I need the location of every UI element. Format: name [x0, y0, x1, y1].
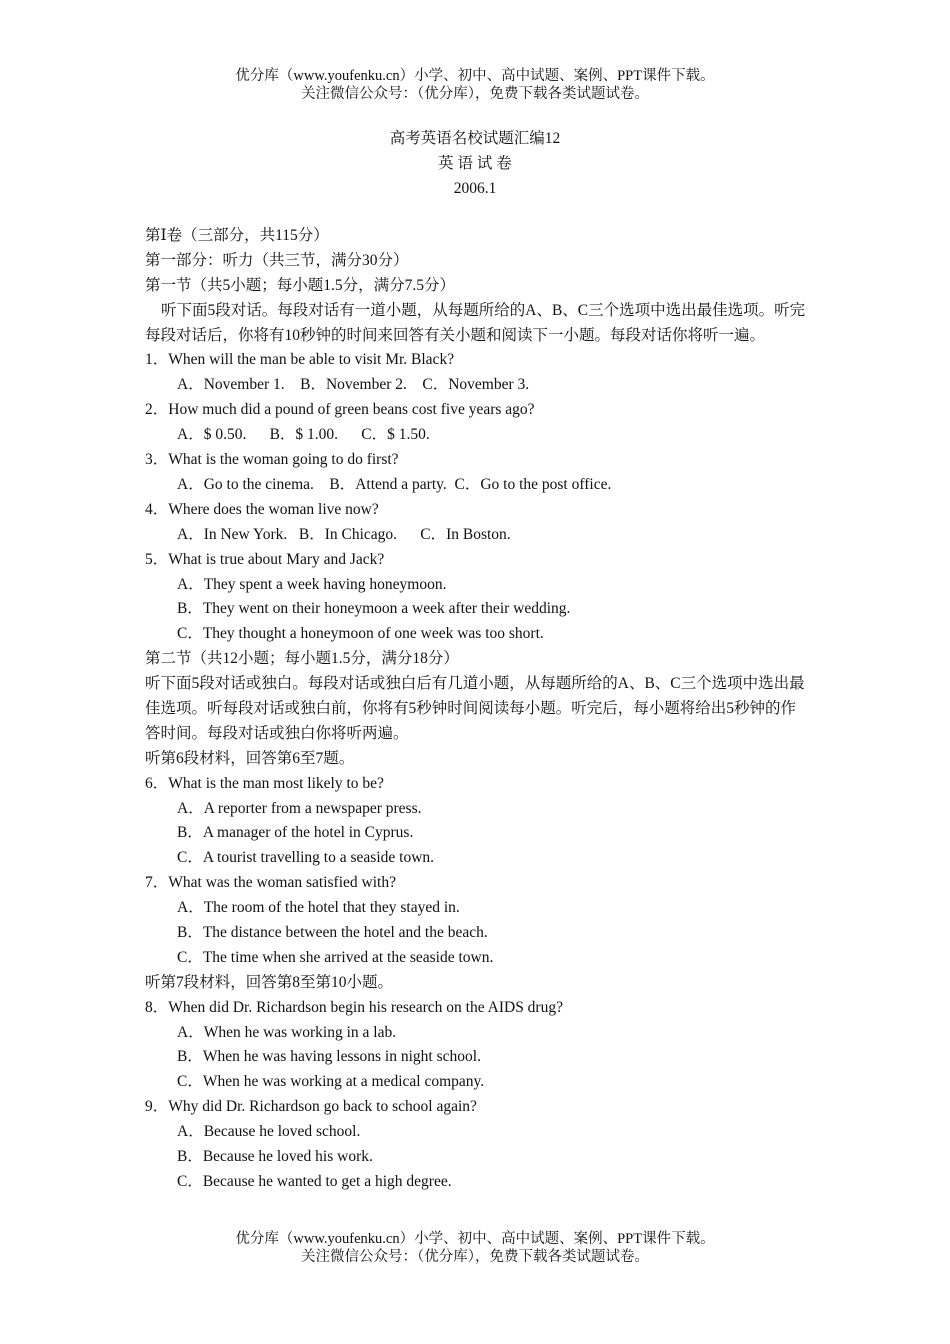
question-5-option-a: A．They spent a week having honeymoon. [177, 575, 447, 593]
part1-heading: 第一部分：听力（共三节，满分30分） [145, 251, 409, 269]
question-8-option-b: B．When he was having lessons in night school. [177, 1048, 481, 1066]
section1-heading: 第一节（共5小题；每小题1.5分，满分7.5分） [145, 276, 456, 294]
footer-line-1: 优分库（www.youfenku.cn）小学、初中、高中试题、案例、PPT课件下载。 [235, 1231, 715, 1247]
question-9-option-a: A．Because he loved school. [177, 1123, 361, 1141]
header-line-2: 关注微信公众号：（优分库），免费下载各类试题试卷。 [301, 86, 649, 102]
question-4: 4．Where does the woman live now? [145, 500, 379, 518]
footer-line-2: 关注微信公众号：（优分库），免费下载各类试题试卷。 [301, 1249, 649, 1265]
question-7-option-c: C．The time when she arrived at the seaside town. [177, 948, 494, 966]
material-7-heading: 听第7段材料，回答第8至第10小题。 [145, 973, 394, 991]
question-5-option-b: B．They went on their honeymoon a week after their wedding. [177, 600, 571, 618]
document-subtitle: 英 语 试 卷 [438, 155, 512, 172]
page-header [0, 67, 950, 103]
question-4-options: A．In New York. B．In Chicago. C．In Boston. [177, 525, 511, 543]
exam-content [145, 224, 810, 1195]
question-5: 5．What is true about Mary and Jack? [145, 550, 385, 568]
question-8-option-a: A．When he was working in a lab. [177, 1023, 397, 1041]
title-block [0, 126, 950, 201]
question-9-option-b: B．Because he loved his work. [177, 1148, 373, 1166]
question-8: 8．When did Dr. Richardson begin his research on the AIDS drug? [145, 998, 563, 1016]
section2-heading: 第二节（共12小题；每小题1.5分，满分18分） [145, 650, 459, 668]
question-2: 2．How much did a pound of green beans cost five years ago? [145, 401, 535, 419]
header-line-1: 优分库（www.youfenku.cn）小学、初中、高中试题、案例、PPT课件下载。 [235, 68, 715, 84]
question-6: 6．What is the man most likely to be? [145, 774, 384, 792]
section2-instructions: 听下面5段对话或独白。每段对话或独白后有几道小题，从每题所给的A、B、C三个选项中选出最佳选项。听每段对话或独白前，你将有5秒钟时间阅读每小题。听完后，每小题将给出5秒钟的作答时间。每段对话或独白你将听两遍。 [145, 675, 805, 742]
question-7-option-a: A．The room of the hotel that they stayed in. [177, 899, 460, 917]
question-2-options: A．$ 0.50. B．$ 1.00. C．$ 1.50. [177, 426, 430, 444]
question-1: 1．When will the man be able to visit Mr. Black? [145, 351, 455, 369]
question-8-option-c: C．When he was working at a medical company. [177, 1073, 485, 1091]
section1-instructions: 听下面5段对话。每段对话有一道小题，从每题所给的A、B、C三个选项中选出最佳选项。听完每段对话后，你将有10秒钟的时间来回答有关小题和阅读下一小题。每段对话你将听一遍。 [145, 301, 806, 344]
document-date: 2006.1 [453, 180, 497, 197]
document-title: 高考英语名校试题汇编12 [389, 130, 561, 147]
volume-heading: 第Ⅰ卷（三部分，共115分） [145, 227, 329, 244]
question-6-option-b: B．A manager of the hotel in Cyprus. [177, 824, 414, 842]
question-6-option-a: A．A reporter from a newspaper press. [177, 799, 422, 817]
question-3: 3．What is the woman going to do first? [145, 451, 399, 469]
question-5-option-c: C．They thought a honeymoon of one week was too short. [177, 625, 544, 643]
question-9-option-c: C．Because he wanted to get a high degree. [177, 1172, 452, 1190]
question-1-options: A．November 1. B．November 2. C．November 3. [177, 376, 530, 394]
question-3-options: A．Go to the cinema. B．Attend a party. C．Go to the post office. [177, 475, 612, 493]
question-7-option-b: B．The distance between the hotel and the beach. [177, 924, 488, 942]
question-7: 7．What was the woman satisfied with? [145, 874, 396, 892]
question-9: 9．Why did Dr. Richardson go back to school again? [145, 1098, 477, 1116]
question-6-option-c: C．A tourist travelling to a seaside town. [177, 849, 435, 867]
material-6-heading: 听第6段材料，回答第6至7题。 [145, 749, 355, 767]
page-footer [0, 1230, 950, 1266]
